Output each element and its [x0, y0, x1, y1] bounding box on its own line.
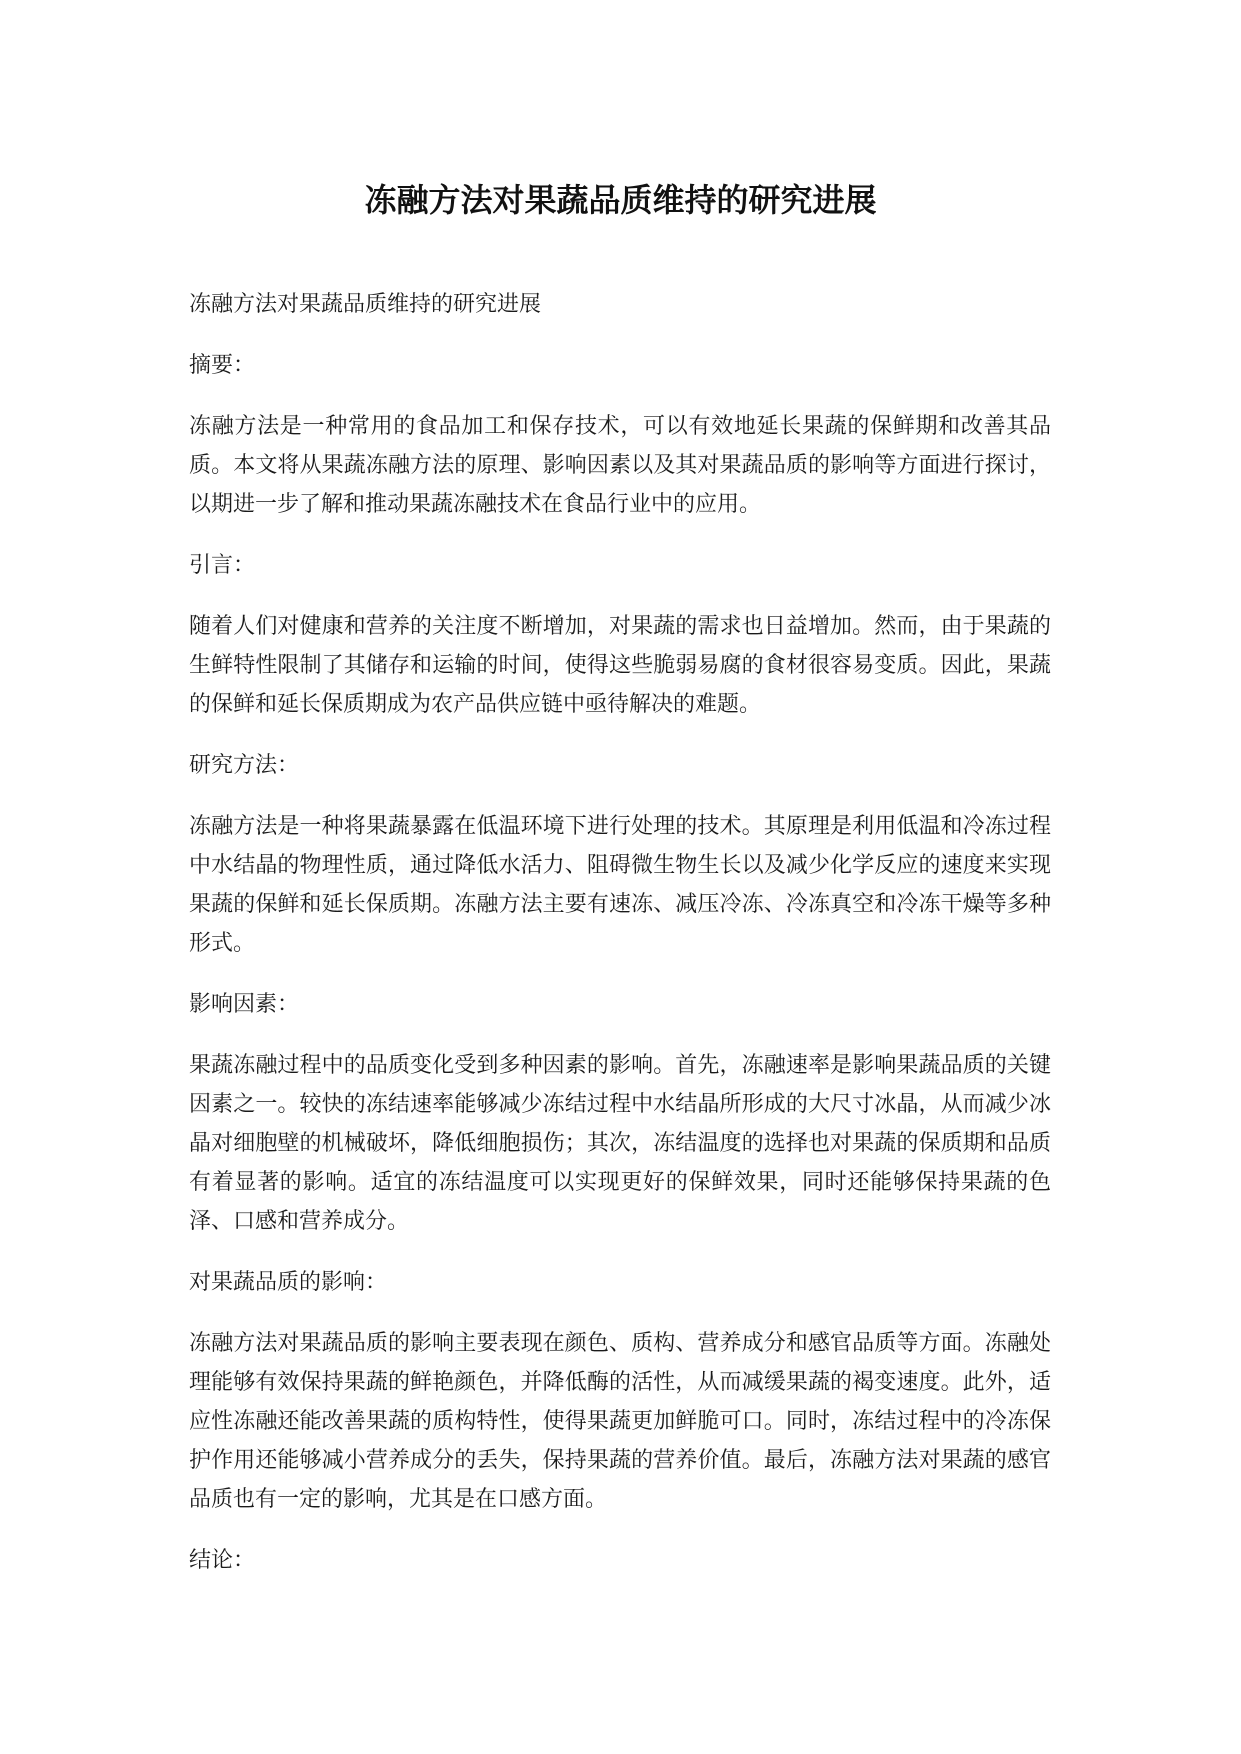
section-text-abstract: 冻融方法是一种常用的食品加工和保存技术，可以有效地延长果蔬的保鲜期和改善其品质。本文将从果蔬冻融方法的原理、影响因素以及其对果蔬品质的影响等方面进行探讨，以期进一步了解和推动果蔬冻融技术在食品行业中的应用。: [189, 414, 1051, 517]
section-text-introduction: 随着人们对健康和营养的关注度不断增加，对果蔬的需求也日益增加。然而，由于果蔬的生鲜特性限制了其储存和运输的时间，使得这些脆弱易腐的食材很容易变质。因此，果蔬的保鲜和延长保质期成为农产品供应链中亟待解决的难题。: [189, 614, 1051, 717]
section-heading-introduction: 引言：: [189, 553, 256, 578]
document-body: [189, 285, 1051, 1602]
section-heading-quality-effects: 对果蔬品质的影响：: [189, 1270, 388, 1295]
section-heading-abstract: 摘要：: [189, 353, 256, 378]
section-heading-methods: 研究方法：: [189, 753, 300, 778]
page-title: 冻融方法对果蔬品质维持的研究进展: [364, 181, 877, 219]
section-heading-factors: 影响因素：: [189, 992, 300, 1017]
section-heading-conclusion: 结论：: [189, 1548, 256, 1573]
section-text-methods: 冻融方法是一种将果蔬暴露在低温环境下进行处理的技术。其原理是利用低温和冷冻过程中水结晶的物理性质，通过降低水活力、阻碍微生物生长以及减少化学反应的速度来实现果蔬的保鲜和延长保质期。冻融方法主要有速冻、减压冷冻、冷冻真空和冷冻干燥等多种形式。: [189, 814, 1051, 956]
section-text-factors: 果蔬冻融过程中的品质变化受到多种因素的影响。首先，冻融速率是影响果蔬品质的关键因素之一。较快的冻结速率能够减少冻结过程中水结晶所形成的大尺寸冰晶，从而减少冰晶对细胞壁的机械破坏，降低细胞损伤；其次，冻结温度的选择也对果蔬的保质期和品质有着显著的影响。适宜的冻结温度可以实现更好的保鲜效果，同时还能够保持果蔬的色泽、口感和营养成分。: [189, 1053, 1051, 1234]
document-subtitle: 冻融方法对果蔬品质维持的研究进展: [189, 292, 542, 317]
section-text-quality-effects: 冻融方法对果蔬品质的影响主要表现在颜色、质构、营养成分和感官品质等方面。冻融处理能够有效保持果蔬的鲜艳颜色，并降低酶的活性，从而减缓果蔬的褐变速度。此外，适应性冻融还能改善果蔬的质构特性，使得果蔬更加鲜脆可口。同时，冻结过程中的冷冻保护作用还能够减小营养成分的丢失，保持果蔬的营养价值。最后，冻融方法对果蔬的感官品质也有一定的影响，尤其是在口感方面。: [189, 1331, 1051, 1512]
